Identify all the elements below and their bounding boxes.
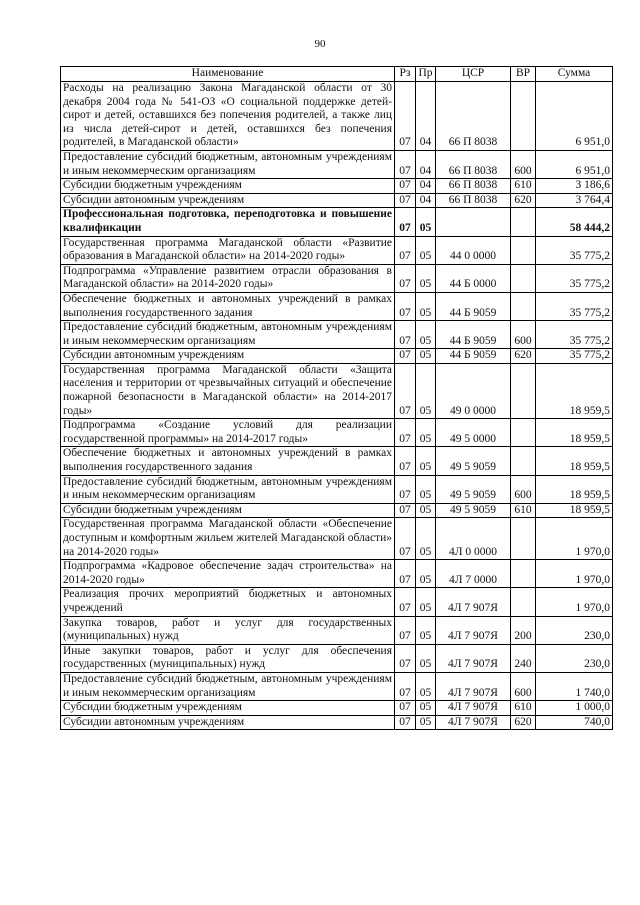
cell-vr: 620 xyxy=(511,715,536,730)
header-vr: ВР xyxy=(511,67,536,82)
cell-name: Субсидии автономным учреждениям xyxy=(61,715,395,730)
cell-pr: 04 xyxy=(416,82,436,151)
cell-rz: 07 xyxy=(395,349,416,364)
cell-name: Государственная программа Магаданской области «Защита населения и территории от чрезвычайных ситуаций и обеспечение пожарной безопасности в Магаданской области» на 2014-2017 годы» xyxy=(61,363,395,418)
cell-vr xyxy=(511,419,536,447)
table-row xyxy=(61,447,613,475)
cell-name: Обеспечение бюджетных и автономных учреждений в рамках выполнения государственного задания xyxy=(61,292,395,320)
cell-name: Предоставление субсидий бюджетным, автономным учреждениям и иным некоммерческим организациям xyxy=(61,672,395,700)
cell-sum: 35 775,2 xyxy=(536,321,613,349)
cell-pr: 05 xyxy=(416,447,436,475)
header-sum: Сумма xyxy=(536,67,613,82)
header-pr: Пр xyxy=(416,67,436,82)
cell-pr: 05 xyxy=(416,715,436,730)
cell-sum: 35 775,2 xyxy=(536,264,613,292)
cell-rz: 07 xyxy=(395,321,416,349)
table-row xyxy=(61,236,613,264)
cell-name: Субсидии автономным учреждениям xyxy=(61,349,395,364)
cell-pr: 04 xyxy=(416,179,436,194)
cell-pr: 04 xyxy=(416,150,436,178)
cell-csr: 44 Б 9059 xyxy=(436,292,511,320)
cell-sum: 58 444,2 xyxy=(536,208,613,236)
cell-pr: 05 xyxy=(416,672,436,700)
cell-vr xyxy=(511,82,536,151)
cell-csr: 4Л 7 907Я xyxy=(436,701,511,716)
cell-rz: 07 xyxy=(395,264,416,292)
cell-rz: 07 xyxy=(395,419,416,447)
cell-sum: 6 951,0 xyxy=(536,150,613,178)
cell-rz: 07 xyxy=(395,588,416,616)
table-row xyxy=(61,264,613,292)
cell-sum: 35 775,2 xyxy=(536,236,613,264)
cell-vr: 240 xyxy=(511,644,536,672)
cell-vr: 620 xyxy=(511,193,536,208)
table-row xyxy=(61,150,613,178)
table-row xyxy=(61,644,613,672)
cell-vr xyxy=(511,264,536,292)
cell-sum: 18 959,5 xyxy=(536,503,613,518)
cell-vr xyxy=(511,447,536,475)
cell-sum: 1 970,0 xyxy=(536,560,613,588)
cell-name: Иные закупки товаров, работ и услуг для обеспечения государственных (муниципальных) нужд xyxy=(61,644,395,672)
table-row xyxy=(61,321,613,349)
cell-pr: 05 xyxy=(416,616,436,644)
cell-rz: 07 xyxy=(395,672,416,700)
cell-csr: 66 П 8038 xyxy=(436,193,511,208)
cell-rz: 07 xyxy=(395,82,416,151)
cell-name: Предоставление субсидий бюджетным, автономным учреждениям и иным некоммерческим организациям xyxy=(61,150,395,178)
cell-pr: 05 xyxy=(416,349,436,364)
cell-name: Подпрограмма «Кадровое обеспечение задач строительства» на 2014-2020 годы» xyxy=(61,560,395,588)
cell-csr: 66 П 8038 xyxy=(436,150,511,178)
cell-name: Субсидии бюджетным учреждениям xyxy=(61,179,395,194)
cell-vr xyxy=(511,560,536,588)
cell-sum: 18 959,5 xyxy=(536,475,613,503)
cell-rz: 07 xyxy=(395,715,416,730)
cell-vr: 200 xyxy=(511,616,536,644)
cell-sum: 1 740,0 xyxy=(536,672,613,700)
table-row xyxy=(61,518,613,560)
cell-csr: 66 П 8038 xyxy=(436,179,511,194)
table-row xyxy=(61,715,613,730)
cell-pr: 05 xyxy=(416,363,436,418)
cell-csr: 4Л 7 907Я xyxy=(436,672,511,700)
cell-sum: 6 951,0 xyxy=(536,82,613,151)
table-row xyxy=(61,193,613,208)
cell-rz: 07 xyxy=(395,447,416,475)
cell-sum: 18 959,5 xyxy=(536,363,613,418)
cell-pr: 05 xyxy=(416,419,436,447)
cell-name: Предоставление субсидий бюджетным, автономным учреждениям и иным некоммерческим организациям xyxy=(61,321,395,349)
cell-csr: 49 0 0000 xyxy=(436,363,511,418)
cell-vr xyxy=(511,292,536,320)
cell-pr: 05 xyxy=(416,236,436,264)
cell-vr: 600 xyxy=(511,672,536,700)
cell-rz: 07 xyxy=(395,193,416,208)
cell-rz: 07 xyxy=(395,644,416,672)
table-row xyxy=(61,616,613,644)
cell-vr: 610 xyxy=(511,179,536,194)
table-row xyxy=(61,292,613,320)
cell-rz: 07 xyxy=(395,560,416,588)
cell-rz: 07 xyxy=(395,616,416,644)
cell-vr xyxy=(511,236,536,264)
cell-rz: 07 xyxy=(395,236,416,264)
table-row xyxy=(61,179,613,194)
table-row xyxy=(61,475,613,503)
cell-vr: 600 xyxy=(511,475,536,503)
table-row xyxy=(61,560,613,588)
cell-csr: 49 5 9059 xyxy=(436,475,511,503)
table-row xyxy=(61,363,613,418)
cell-pr: 04 xyxy=(416,193,436,208)
cell-csr: 49 5 9059 xyxy=(436,503,511,518)
cell-csr: 49 5 0000 xyxy=(436,419,511,447)
cell-name: Государственная программа Магаданской области «Обеспечение доступным и комфортным жильем жителей Магаданской области» на 2014-2020 годы» xyxy=(61,518,395,560)
header-rz: Рз xyxy=(395,67,416,82)
cell-name: Закупка товаров, работ и услуг для государственных (муниципальных) нужд xyxy=(61,616,395,644)
cell-name: Субсидии бюджетным учреждениям xyxy=(61,503,395,518)
cell-name: Государственная программа Магаданской области «Развитие образования в Магаданской области» на 2014-2020 годы» xyxy=(61,236,395,264)
cell-name: Обеспечение бюджетных и автономных учреждений в рамках выполнения государственного задания xyxy=(61,447,395,475)
cell-name: Профессиональная подготовка, переподготовка и повышение квалификации xyxy=(61,208,395,236)
cell-csr: 66 П 8038 xyxy=(436,82,511,151)
cell-pr: 05 xyxy=(416,321,436,349)
cell-csr: 44 Б 9059 xyxy=(436,349,511,364)
cell-csr: 4Л 7 907Я xyxy=(436,616,511,644)
cell-name: Подпрограмма «Управление развитием отрасли образования в Магаданской области» на 2014-2020 годы» xyxy=(61,264,395,292)
cell-pr: 05 xyxy=(416,588,436,616)
cell-pr: 05 xyxy=(416,475,436,503)
cell-rz: 07 xyxy=(395,150,416,178)
table-row xyxy=(61,82,613,151)
cell-pr: 05 xyxy=(416,644,436,672)
table-row xyxy=(61,208,613,236)
cell-pr: 05 xyxy=(416,560,436,588)
table-row xyxy=(61,701,613,716)
cell-sum: 35 775,2 xyxy=(536,349,613,364)
cell-rz: 07 xyxy=(395,292,416,320)
cell-vr: 610 xyxy=(511,701,536,716)
cell-name: Субсидии бюджетным учреждениям xyxy=(61,701,395,716)
cell-vr xyxy=(511,363,536,418)
cell-csr: 4Л 7 907Я xyxy=(436,588,511,616)
header-csr: ЦСР xyxy=(436,67,511,82)
cell-csr: 44 Б 0000 xyxy=(436,264,511,292)
cell-csr: 4Л 7 0000 xyxy=(436,560,511,588)
cell-vr xyxy=(511,208,536,236)
cell-csr: 44 Б 9059 xyxy=(436,321,511,349)
cell-rz: 07 xyxy=(395,179,416,194)
page-number: 90 xyxy=(314,38,326,50)
cell-pr: 05 xyxy=(416,701,436,716)
cell-rz: 07 xyxy=(395,503,416,518)
cell-sum: 3 764,4 xyxy=(536,193,613,208)
cell-sum: 1 970,0 xyxy=(536,518,613,560)
table-row xyxy=(61,349,613,364)
table-body xyxy=(61,82,613,730)
cell-csr: 4Л 0 0000 xyxy=(436,518,511,560)
cell-sum: 230,0 xyxy=(536,616,613,644)
cell-name: Подпрограмма «Создание условий для реализации государственной программы» на 2014-2017 годы» xyxy=(61,419,395,447)
cell-name: Предоставление субсидий бюджетным, автономным учреждениям и иным некоммерческим организациям xyxy=(61,475,395,503)
cell-csr: 44 0 0000 xyxy=(436,236,511,264)
cell-vr: 600 xyxy=(511,150,536,178)
header-name: Наименование xyxy=(61,67,395,82)
cell-sum: 230,0 xyxy=(536,644,613,672)
cell-pr: 05 xyxy=(416,503,436,518)
cell-sum: 1 970,0 xyxy=(536,588,613,616)
cell-csr: 4Л 7 907Я xyxy=(436,715,511,730)
cell-rz: 07 xyxy=(395,518,416,560)
cell-sum: 35 775,2 xyxy=(536,292,613,320)
table-row xyxy=(61,588,613,616)
cell-sum: 18 959,5 xyxy=(536,419,613,447)
cell-pr: 05 xyxy=(416,264,436,292)
cell-rz: 07 xyxy=(395,208,416,236)
cell-pr: 05 xyxy=(416,208,436,236)
cell-pr: 05 xyxy=(416,518,436,560)
cell-pr: 05 xyxy=(416,292,436,320)
cell-vr xyxy=(511,518,536,560)
table-row xyxy=(61,419,613,447)
cell-vr xyxy=(511,588,536,616)
cell-vr: 610 xyxy=(511,503,536,518)
cell-sum: 3 186,6 xyxy=(536,179,613,194)
cell-rz: 07 xyxy=(395,363,416,418)
cell-sum: 740,0 xyxy=(536,715,613,730)
budget-table xyxy=(60,66,613,730)
cell-sum: 18 959,5 xyxy=(536,447,613,475)
cell-name: Реализация прочих мероприятий бюджетных и автономных учреждений xyxy=(61,588,395,616)
cell-sum: 1 000,0 xyxy=(536,701,613,716)
table-header-row xyxy=(61,67,613,82)
cell-csr xyxy=(436,208,511,236)
cell-csr: 49 5 9059 xyxy=(436,447,511,475)
cell-rz: 07 xyxy=(395,701,416,716)
cell-csr: 4Л 7 907Я xyxy=(436,644,511,672)
table-row xyxy=(61,503,613,518)
cell-vr: 600 xyxy=(511,321,536,349)
cell-rz: 07 xyxy=(395,475,416,503)
cell-vr: 620 xyxy=(511,349,536,364)
cell-name: Субсидии автономным учреждениям xyxy=(61,193,395,208)
cell-name: Расходы на реализацию Закона Магаданской области от 30 декабря 2004 года № 541-ОЗ «О социальной поддержке детей-сирот и детей, оставшихся без попечения родителей, а также лиц из числа детей-сирот и детей, оставшихся без попечения родителей, в Магаданской области» xyxy=(61,82,395,151)
table-row xyxy=(61,672,613,700)
